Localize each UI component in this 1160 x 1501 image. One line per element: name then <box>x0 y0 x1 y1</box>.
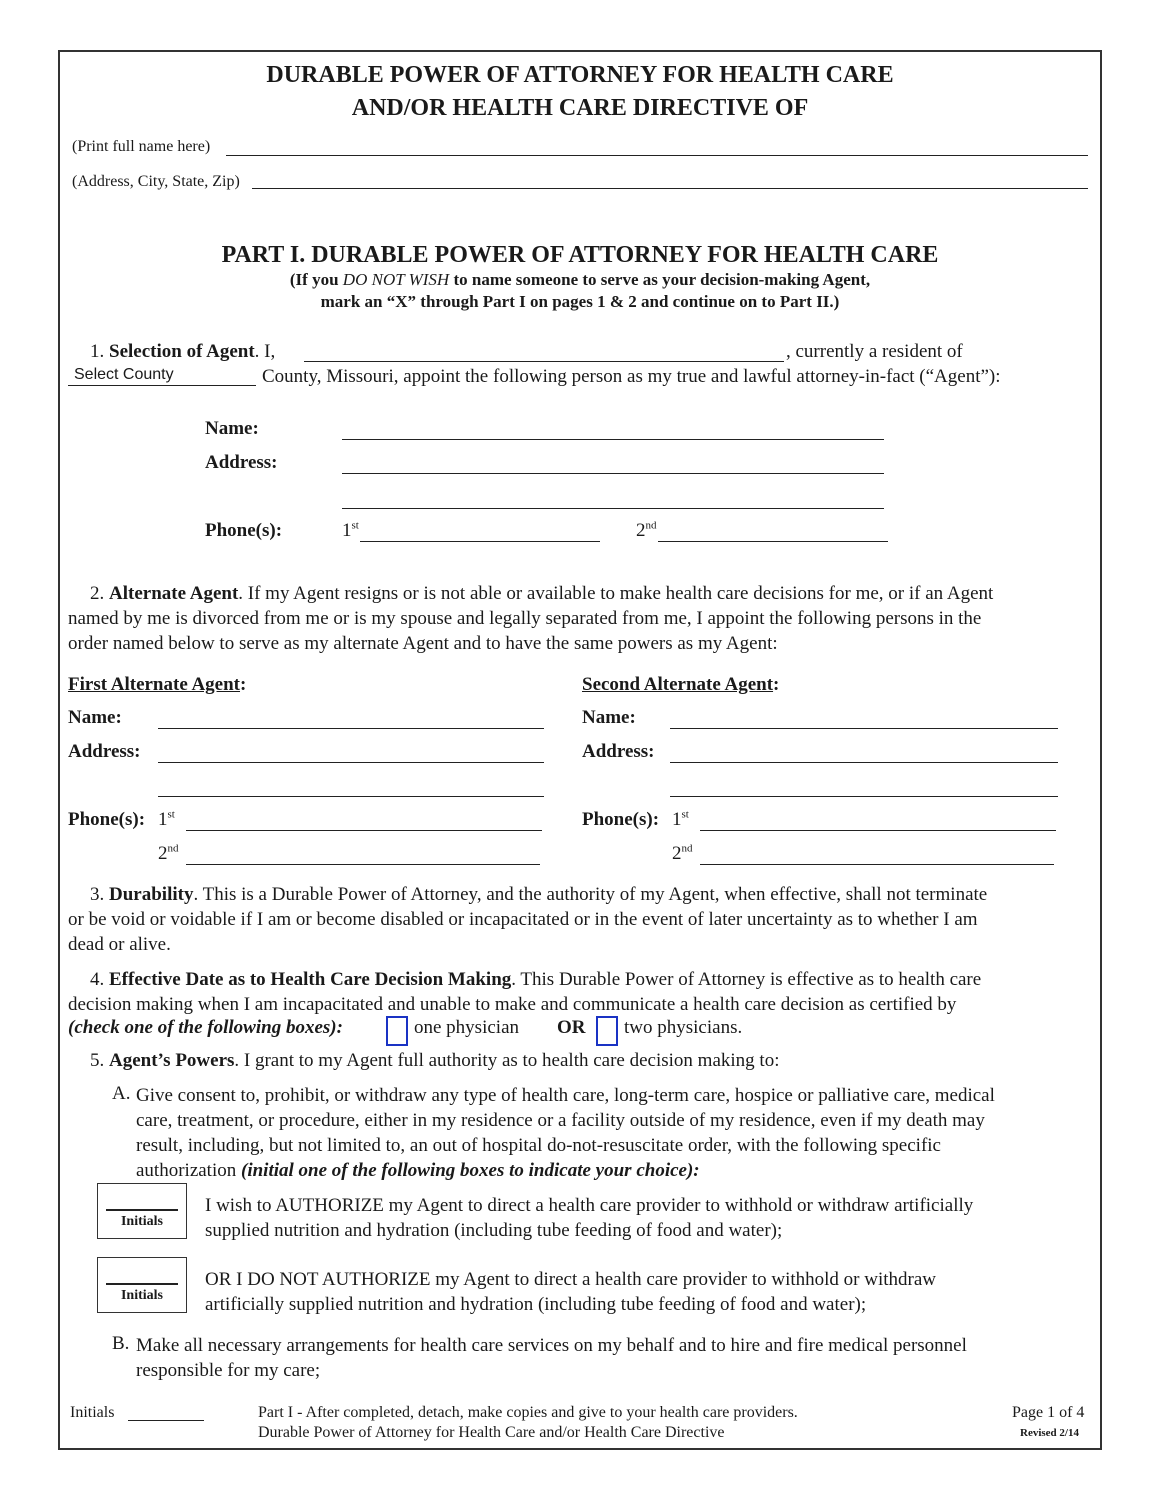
print-name-label: (Print full name here) <box>72 138 211 155</box>
or-label: OR <box>557 1017 586 1038</box>
alt2-phone2-label: 2nd <box>672 842 693 864</box>
alt2-address-field-1[interactable] <box>670 762 1058 763</box>
footer-initials-field[interactable] <box>128 1420 204 1421</box>
alt1-name-field[interactable] <box>158 728 544 729</box>
authorize-line2: supplied nutrition and hydration (including tube feeding of food and water); <box>205 1220 783 1241</box>
second-alternate-heading: Second Alternate Agent: <box>582 674 780 695</box>
document-title-line1: DURABLE POWER OF ATTORNEY FOR HEALTH CARE <box>266 62 894 88</box>
alt2-name-label: Name: <box>582 707 636 728</box>
alt2-name-field[interactable] <box>670 728 1058 729</box>
alt1-address-field-1[interactable] <box>158 762 544 763</box>
alt1-phone1-field[interactable] <box>186 830 542 831</box>
address-label: (Address, City, State, Zip) <box>72 173 240 190</box>
alt2-address-label: Address: <box>582 741 655 762</box>
section4-line1: 4. Effective Date as to Health Care Decision Making. This Durable Power of Attorney is effective as to health care <box>90 969 982 990</box>
footer-form-title: Durable Power of Attorney for Health Care and/or Health Care Directive <box>258 1424 725 1441</box>
agent-address-field-2[interactable] <box>342 508 884 509</box>
alt1-phone2-label: 2nd <box>158 842 179 864</box>
authorize-initials-box[interactable] <box>97 1183 187 1239</box>
section5-a-line2: care, treatment, or procedure, either in my residence or a facility outside of my residence, even if my death may <box>136 1110 985 1131</box>
part1-heading: PART I. DURABLE POWER OF ATTORNEY FOR HEALTH CARE <box>221 242 939 268</box>
alt1-address-field-2[interactable] <box>158 796 544 797</box>
agent-phone1-field[interactable] <box>360 541 600 542</box>
section3-line1: 3. Durability. This is a Durable Power of Attorney, and the authority of my Agent, when effective, shall not terminate <box>90 884 988 905</box>
section2-line1: 2. Alternate Agent. If my Agent resigns or is not able or available to make health care decisions for me, or if an Agent <box>90 583 994 604</box>
one-physician-label: one physician <box>414 1017 520 1038</box>
section1-line1: 1. Selection of Agent. I, <box>90 341 276 362</box>
agent-address-field-1[interactable] <box>342 473 884 474</box>
not-authorize-initials-box[interactable] <box>97 1257 187 1313</box>
principal-name-field[interactable] <box>304 361 784 362</box>
initials-line <box>106 1209 178 1211</box>
agent-phone2-label: 2nd <box>636 519 657 541</box>
agent-name-field[interactable] <box>342 439 884 440</box>
print-name-field[interactable] <box>226 155 1088 156</box>
first-alternate-heading: First Alternate Agent: <box>68 674 247 695</box>
section5-b-line1: Make all necessary arrangements for health care services on my behalf and to hire and fire medical personnel <box>136 1335 967 1356</box>
two-physicians-checkbox[interactable] <box>596 1016 618 1046</box>
alt2-phone1-field[interactable] <box>700 830 1056 831</box>
authorize-line1: I wish to AUTHORIZE my Agent to direct a health care provider to withhold or withdraw artificially <box>205 1195 974 1216</box>
not-authorize-line1: OR I DO NOT AUTHORIZE my Agent to direct a health care provider to withhold or withdraw <box>205 1269 936 1290</box>
part1-instruction-line2: mark an “X” through Part I on pages 1 & 2 and continue on to Part II.) <box>320 292 840 311</box>
agent-phone2-field[interactable] <box>658 541 888 542</box>
section5-b-label: B. <box>112 1333 130 1354</box>
alt1-name-label: Name: <box>68 707 122 728</box>
section1-line2: County, Missouri, appoint the following person as my true and lawful attorney-in-fact (“Agent”): <box>262 366 1001 387</box>
footer-initials-label: Initials <box>70 1404 115 1421</box>
agent-phones-label: Phone(s): <box>205 520 283 541</box>
initials-line <box>106 1283 178 1285</box>
section5-a-line3: result, including, but not limited to, an out of hospital do-not-resuscitate order, with the following specific <box>136 1135 941 1156</box>
alt1-phones-label: Phone(s): <box>68 809 146 830</box>
agent-phone1-label: 1st <box>342 519 359 541</box>
alt1-address-label: Address: <box>68 741 141 762</box>
initials-label: Initials <box>120 1214 163 1229</box>
section5-a-line4: authorization (initial one of the following boxes to indicate your choice): <box>136 1160 700 1181</box>
section2-line3: order named below to serve as my alternate Agent and to have the same powers as my Agent: <box>68 633 778 654</box>
agent-address-label: Address: <box>205 452 278 473</box>
alt2-phones-label: Phone(s): <box>582 809 660 830</box>
document-title-line2: AND/OR HEALTH CARE DIRECTIVE OF <box>351 95 809 121</box>
section4-check-instruction: (check one of the following boxes): <box>68 1017 343 1038</box>
section5-intro: 5. Agent’s Powers. I grant to my Agent full authority as to health care decision making to: <box>90 1050 780 1071</box>
section1-resident-text: , currently a resident of <box>786 341 963 362</box>
section4-line2: decision making when I am incapacitated and unable to make and communicate a health care decision as certified by <box>68 994 957 1015</box>
agent-name-label: Name: <box>205 418 259 439</box>
address-field[interactable] <box>252 188 1088 189</box>
section3-line2: or be void or voidable if I am or become disabled or incapacitated or in the event of later uncertainty as to whether I am <box>68 909 978 930</box>
alt1-phone1-label: 1st <box>158 808 175 830</box>
alt2-phone1-label: 1st <box>672 808 689 830</box>
alt1-phone2-field[interactable] <box>186 864 540 865</box>
section5-a-label: A. <box>112 1083 131 1104</box>
section3-line3: dead or alive. <box>68 934 171 955</box>
county-underline <box>68 385 256 386</box>
one-physician-checkbox[interactable] <box>386 1016 408 1046</box>
section5-b-line2: responsible for my care; <box>136 1360 321 1381</box>
revision-date: Revised 2/14 <box>1020 1427 1079 1439</box>
not-authorize-line2: artificially supplied nutrition and hydration (including tube feeding of food and water); <box>205 1294 867 1315</box>
footer-instruction: Part I - After completed, detach, make copies and give to your health care providers. <box>258 1404 798 1421</box>
county-select[interactable]: Select County <box>74 366 174 383</box>
two-physicians-label: two physicians. <box>624 1017 743 1038</box>
section5-a-line1: Give consent to, prohibit, or withdraw any type of health care, long-term care, hospice or palliative care, medical <box>136 1085 995 1106</box>
alt2-phone2-field[interactable] <box>700 864 1054 865</box>
initials-label: Initials <box>120 1288 163 1303</box>
part1-instruction-line1: (If you DO NOT WISH to name someone to serve as your decision-making Agent, <box>289 270 871 289</box>
page-number: Page 1 of 4 <box>1012 1404 1085 1421</box>
alt2-address-field-2[interactable] <box>670 796 1058 797</box>
section2-line2: named by me is divorced from me or is my spouse and legally separated from me, I appoint the following persons in the <box>68 608 982 629</box>
